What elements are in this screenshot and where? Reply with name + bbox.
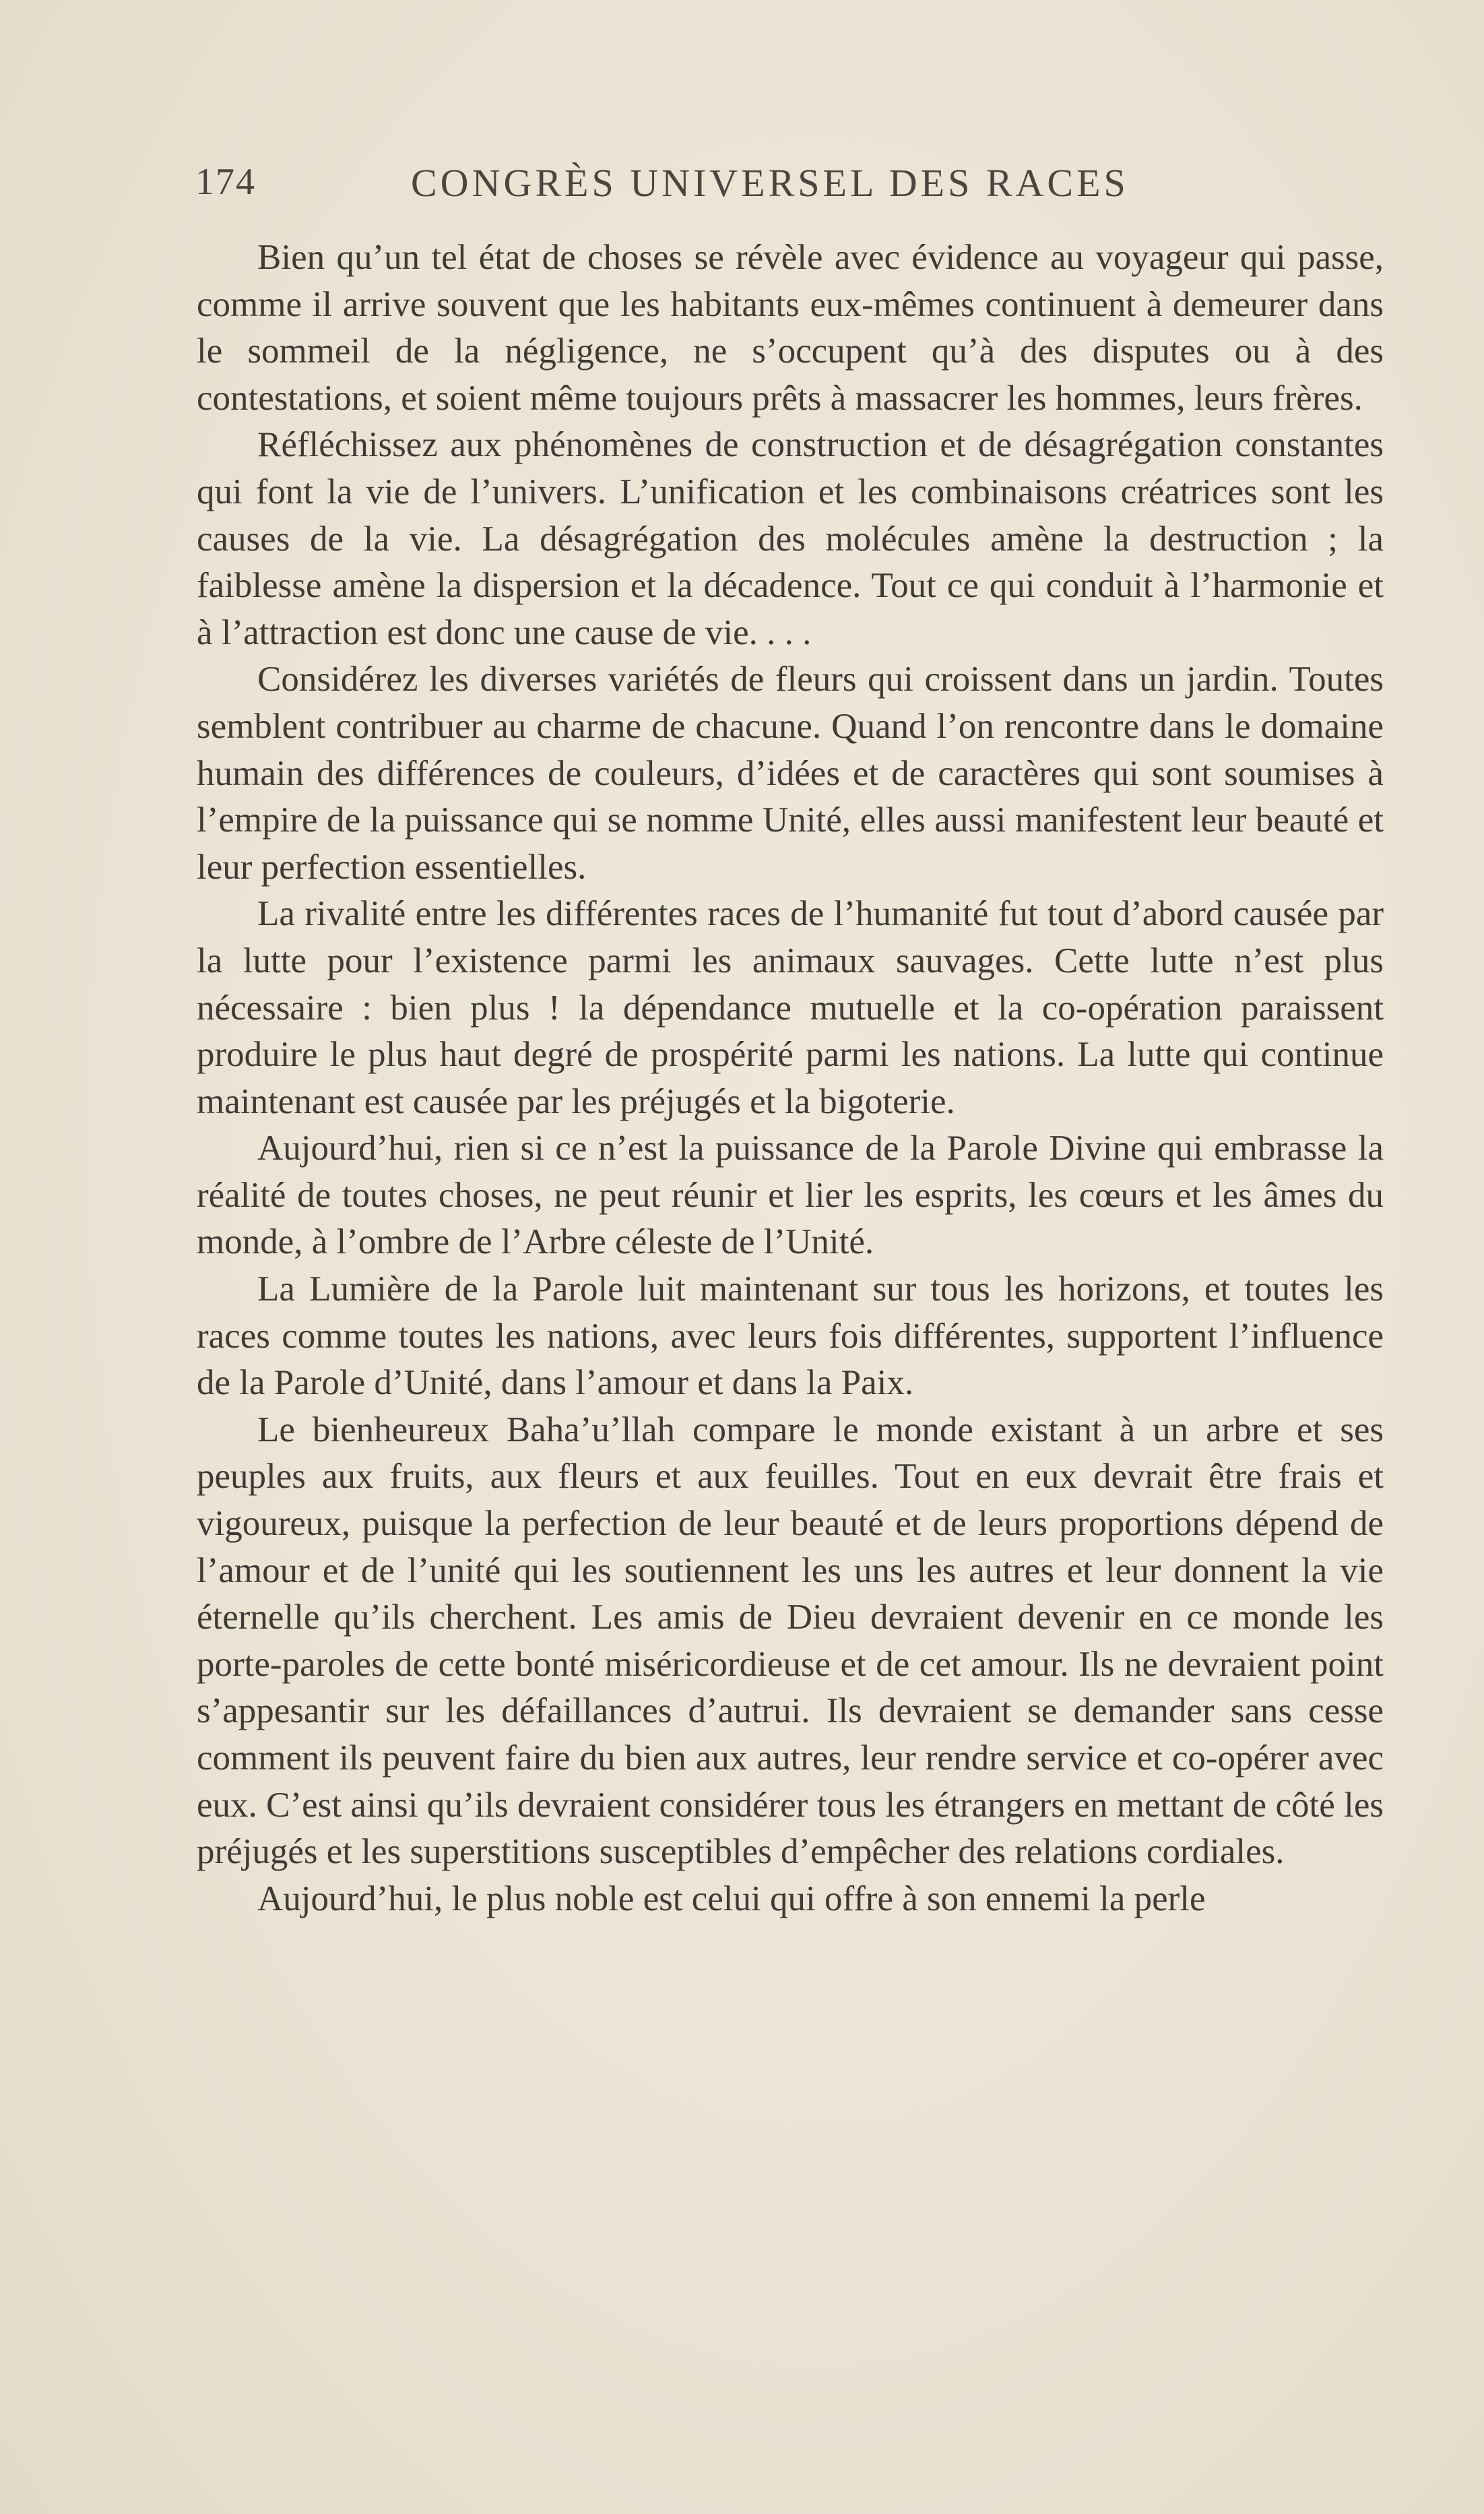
page-number: 174 <box>195 161 256 203</box>
paragraph-1: Bien qu’un tel état de choses se révèle avec évidence au voyageur qui passe, comme il arrive souvent que les habitants eux-mêmes continuent à demeurer dans le sommeil de la négligence, ne s’occupent qu’à des disputes ou à des contestations, et soient même toujours prêts à massacrer les hommes, leurs frères. <box>197 238 1384 418</box>
running-title: CONGRÈS UNIVERSEL DES RACES <box>411 161 1129 205</box>
body-text <box>197 234 1384 1922</box>
paragraph-6: La Lumière de la Parole luit maintenant sur tous les horizons, et toutes les races comme toutes les nations, avec leurs fois différentes, supportent l’influence de la Parole d’Unité, dans l’amour et dans la Paix. <box>197 1269 1384 1403</box>
paragraph-2: Réfléchissez aux phénomènes de construction et de désagrégation constantes qui font la vie de l’univers. L’unification et les combinaisons créatrices sont les causes de la vie. La désagrégation des molécules amène la destruction ; la faiblesse amène la dispersion et la décadence. Tout ce qui conduit à l’harmonie et à l’attraction est donc une cause de vie. . . . <box>197 425 1384 652</box>
paragraph-8: Aujourd’hui, le plus noble est celui qui offre à son ennemi la perle <box>257 1879 1206 1918</box>
paragraph-4: La rivalité entre les différentes races de l’humanité fut tout d’abord causée par la lutte pour l’existence parmi les animaux sauvages. Cette lutte n’est plus nécessaire : bien plus ! la dépendance mutuelle et la co-opération paraissent produire le plus haut degré de prospérité parmi les nations. La lutte qui continue maintenant est causée par les préjugés et la bigoterie. <box>197 894 1384 1121</box>
paragraph-3: Considérez les diverses variétés de fleurs qui croissent dans un jardin. Toutes semblent contribuer au charme de chacune. Quand l’on rencontre dans le domaine humain des différences de couleurs, d’idées et de caractères qui sont soumises à l’empire de la puissance qui se nomme Unité, elles aussi manifestent leur beauté et leur perfection essentielles. <box>197 660 1384 887</box>
page-header <box>195 160 1388 221</box>
paragraph-5: Aujourd’hui, rien si ce n’est la puissance de la Parole Divine qui embrasse la réalité de toutes choses, ne peut réunir et lier les esprits, les cœurs et les âmes du monde, à l’ombre de l’Arbre céleste de l’Unité. <box>197 1129 1384 1262</box>
paragraph-7: Le bienheureux Baha’u’llah compare le monde existant à un arbre et ses peuples aux fruits, aux fleurs et aux feuilles. Tout en eux devrait être frais et vigoureux, puisque la perfection de leur beauté et de leurs proportions dépend de l’amour et de l’unité qui les soutiennent les uns les autres et leur donnent la vie éternelle qu’ils cherchent. Les amis de Dieu devraient devenir en ce monde les porte-paroles de cette bonté miséricordieuse et de cet amour. Ils ne devraient point s’appesantir sur les défaillances d’autrui. Ils devraient se demander sans cesse comment ils peuvent faire du bien aux autres, leur rendre service et co-opérer avec eux. C’est ainsi qu’ils devraient considérer tous les étrangers en mettant de côté les préjugés et les superstitions susceptibles d’empêcher des relations cordiales. <box>197 1410 1384 1872</box>
